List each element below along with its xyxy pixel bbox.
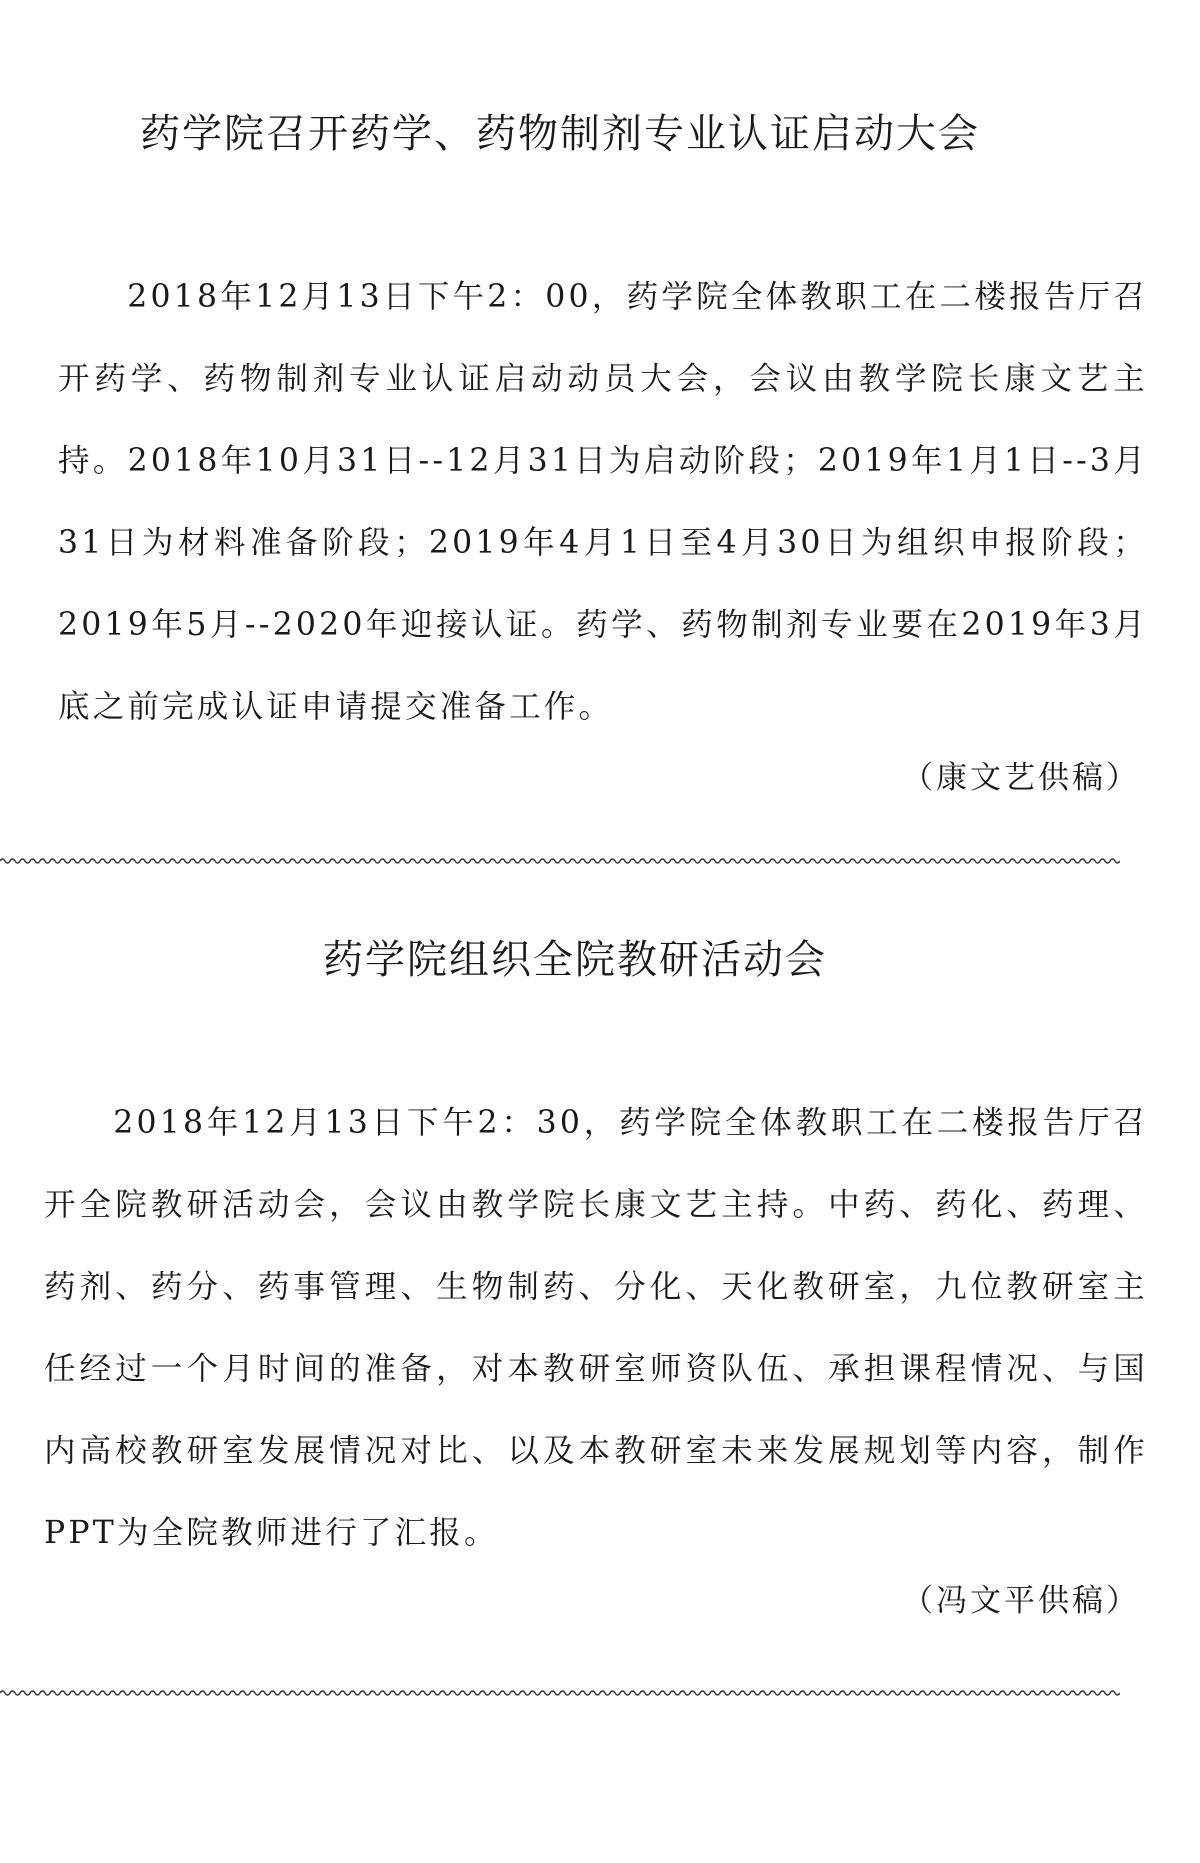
article-body: 2018年12月13日下午2：30，药学院全体教职工在二楼报告厅召开全院教研活动会，会议由教学院长康文艺主持。中药、药化、药理、药剂、药分、药事管理、生物制药、分化、天化教研室，九位教研室主任经过一个月时间的准备，对本教研室师资队伍、承担课程情况、与国内高校教研室发展情况对比、以及本教研室未来发展规划等内容，制作PPT为全院教师进行了汇报。	[44, 1105, 1148, 1551]
wavy-divider	[0, 1686, 1120, 1700]
article-title: 药学院召开药学、药物制剂专业认证启动大会	[140, 111, 980, 157]
wavy-divider	[0, 854, 1120, 868]
article-credit: （冯文平供稿）	[902, 1583, 1140, 1619]
article-body: 2018年12月13日下午2：00，药学院全体教职工在二楼报告厅召开药学、药物制剂专业认证启动动员大会，会议由教学院长康文艺主持。2018年10月31日--12月31日为启动阶段；2019年1月1日--3月31日为材料准备阶段；2019年4月1日至4月30日为组织申报阶段；2019年5月--2020年迎接认证。药学、药物制剂专业要在2019年3月底之前完成认证申请提交准备工作。	[58, 279, 1148, 725]
article-title: 药学院组织全院教研活动会	[323, 937, 827, 983]
article-credit: （康文艺供稿）	[902, 760, 1140, 796]
